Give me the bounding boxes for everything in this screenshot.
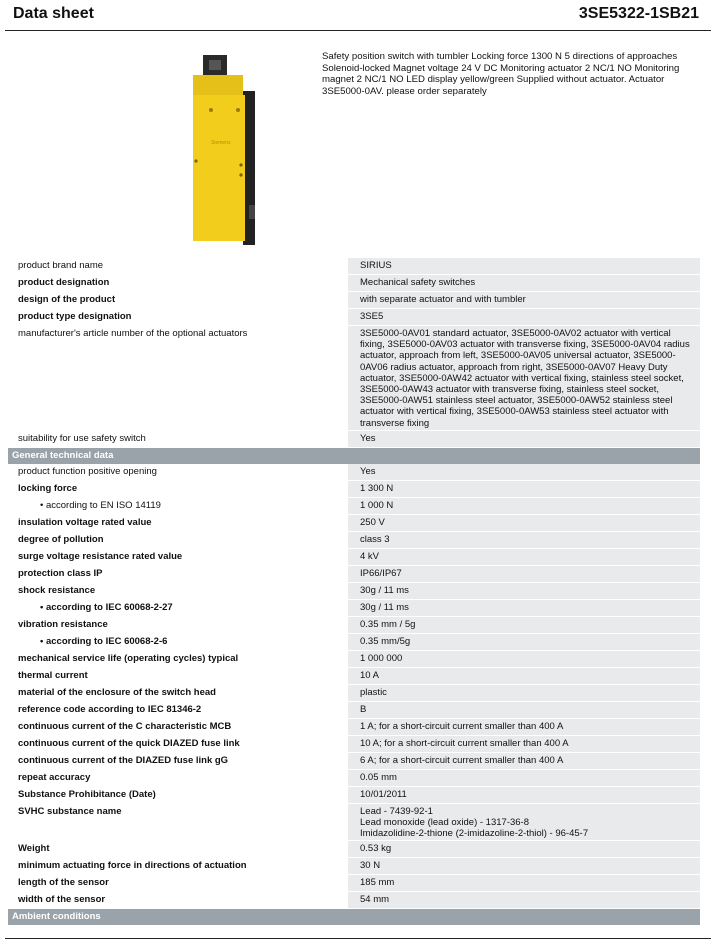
spec-label: product type designation <box>8 309 348 326</box>
spec-value: IP66/IP67 <box>348 565 700 582</box>
spec-row <box>8 531 700 548</box>
spec-row <box>8 858 700 875</box>
spec-value: Mechanical safety switches <box>348 275 700 292</box>
spec-value: B <box>348 701 700 718</box>
spec-value: Yes <box>348 430 700 447</box>
spec-label: surge voltage resistance rated value <box>8 548 348 565</box>
spec-row <box>8 480 700 497</box>
spec-label: product function positive opening <box>8 464 348 481</box>
spec-row <box>8 752 700 769</box>
spec-row <box>8 616 700 633</box>
spec-label: • according to EN ISO 14119 <box>8 497 348 514</box>
spec-row <box>8 875 700 892</box>
spec-row <box>8 650 700 667</box>
spec-label: continuous current of the quick DIAZED fuse link <box>8 735 348 752</box>
footer-divider <box>5 938 711 939</box>
spec-value: with separate actuator and with tumbler <box>348 292 700 309</box>
spec-row <box>8 633 700 650</box>
switch-head <box>193 75 243 95</box>
spec-value: 30g / 11 ms <box>348 599 700 616</box>
spec-label: manufacturer's article number of the optional actuators <box>8 326 348 431</box>
spec-label: width of the sensor <box>8 892 348 909</box>
spec-label: degree of pollution <box>8 531 348 548</box>
spec-label: shock resistance <box>8 582 348 599</box>
spec-label: • according to IEC 60068-2-6 <box>8 633 348 650</box>
spec-label: • according to IEC 60068-2-27 <box>8 599 348 616</box>
spec-value: 1 000 N <box>348 497 700 514</box>
document-title: Data sheet <box>13 5 94 22</box>
spec-row <box>8 841 700 858</box>
spec-label: protection class IP <box>8 565 348 582</box>
section-title: General technical data <box>8 447 700 464</box>
spec-value: 10 A; for a short-circuit current smaller than 400 A <box>348 735 700 752</box>
product-description: Safety position switch with tumbler Locking force 1300 N 5 directions of approaches Solenoid-locked Magnet voltage 24 V DC Monitoring actuator 2 NC/1 NO Monitoring magnet 2 NC/1 NO LED display yellow/green Supplied without actuator. Actuator 3SE5000-0AV. please order separately <box>322 51 680 97</box>
spec-row <box>8 803 700 841</box>
spec-value: 4 kV <box>348 548 700 565</box>
spec-value: SIRIUS <box>348 258 700 275</box>
spec-label: mechanical service life (operating cycles) typical <box>8 650 348 667</box>
spec-value: 185 mm <box>348 875 700 892</box>
spec-label: insulation voltage rated value <box>8 514 348 531</box>
spec-label: length of the sensor <box>8 875 348 892</box>
header-divider <box>5 30 711 31</box>
spec-label: SVHC substance name <box>8 803 348 841</box>
section-ambient-conditions <box>8 909 700 926</box>
switch-body <box>193 95 245 241</box>
spec-label: Weight <box>8 841 348 858</box>
safety-switch-image <box>189 55 259 245</box>
spec-value: 3SE5 <box>348 309 700 326</box>
spec-row <box>8 735 700 752</box>
spec-table <box>8 258 700 925</box>
spec-label: vibration resistance <box>8 616 348 633</box>
spec-label: design of the product <box>8 292 348 309</box>
article-number: 3SE5322-1SB21 <box>578 5 699 22</box>
spec-row <box>8 599 700 616</box>
spec-value: 250 V <box>348 514 700 531</box>
spec-row <box>8 565 700 582</box>
section-title: Ambient conditions <box>8 909 700 926</box>
spec-value: plastic <box>348 684 700 701</box>
spec-row <box>8 582 700 599</box>
spec-row <box>8 786 700 803</box>
spec-value: 0.53 kg <box>348 841 700 858</box>
page-header <box>0 0 716 31</box>
spec-label: repeat accuracy <box>8 769 348 786</box>
spec-row <box>8 718 700 735</box>
spec-label: thermal current <box>8 667 348 684</box>
spec-value: 0.35 mm / 5g <box>348 616 700 633</box>
spec-value: 1 000 000 <box>348 650 700 667</box>
spec-value: 30 N <box>348 858 700 875</box>
spec-label: locking force <box>8 480 348 497</box>
spec-row <box>8 292 700 309</box>
section-general-technical-data <box>8 447 700 464</box>
spec-value: 6 A; for a short-circuit current smaller than 400 A <box>348 752 700 769</box>
spec-value: Yes <box>348 464 700 481</box>
spec-value: Lead - 7439-92-1 Lead monoxide (lead oxide) - 1317-36-8 Imidazolidine-2-thione (2-imidazoline-2-thiol) - 96-45-7 <box>348 803 700 841</box>
spec-value: 10 A <box>348 667 700 684</box>
spec-row <box>8 769 700 786</box>
spec-label: reference code according to IEC 81346-2 <box>8 701 348 718</box>
spec-label: continuous current of the DIAZED fuse link gG <box>8 752 348 769</box>
spec-row <box>8 326 700 431</box>
spec-label: Substance Prohibitance (Date) <box>8 786 348 803</box>
spec-value: 54 mm <box>348 892 700 909</box>
spec-value: class 3 <box>348 531 700 548</box>
spec-row <box>8 275 700 292</box>
spec-row <box>8 667 700 684</box>
spec-value: 30g / 11 ms <box>348 582 700 599</box>
logo-text: Siemens <box>211 140 231 146</box>
spec-row <box>8 548 700 565</box>
spec-value: 1 A; for a short-circuit current smaller than 400 A <box>348 718 700 735</box>
spec-value: 10/01/2011 <box>348 786 700 803</box>
spec-label: suitability for use safety switch <box>8 430 348 447</box>
spec-label: material of the enclosure of the switch head <box>8 684 348 701</box>
spec-row <box>8 309 700 326</box>
spec-row <box>8 892 700 909</box>
spec-label: product designation <box>8 275 348 292</box>
spec-row <box>8 497 700 514</box>
spec-row <box>8 514 700 531</box>
spec-label: continuous current of the C characteristic MCB <box>8 718 348 735</box>
spec-row <box>8 464 700 481</box>
spec-label: product brand name <box>8 258 348 275</box>
spec-value: 0.35 mm/5g <box>348 633 700 650</box>
spec-label: minimum actuating force in directions of actuation <box>8 858 348 875</box>
spec-value: 3SE5000-0AV01 standard actuator, 3SE5000-0AV02 actuator with vertical fixing, 3SE5000-0AV03 actuator with transverse fixing, 3SE5000-0AV04 radius actuator, approach from left, 3SE5000-0AV05 universal actuator, 3SE5000-0AV06 radius actuator, approach from right, 3SE5000-0AV07 Heavy Duty actuator, 3SE5000-0AW42 actuator with vertical fixing, stainless steel socket, 3SE5000-0AW43 actuator with transverse fixing, stainless steel socket, 3SE5000-0AW51 stainless steel actuator, 3SE5000-0AW52 stainless steel actuator with vertical fixing, 3SE5000-0AW53 stainless steel actuator with transverse fixing <box>348 326 700 431</box>
spec-value: 0.05 mm <box>348 769 700 786</box>
spec-value: 1 300 N <box>348 480 700 497</box>
spec-row <box>8 701 700 718</box>
spec-row <box>8 258 700 275</box>
spec-row <box>8 684 700 701</box>
spec-row <box>8 430 700 447</box>
